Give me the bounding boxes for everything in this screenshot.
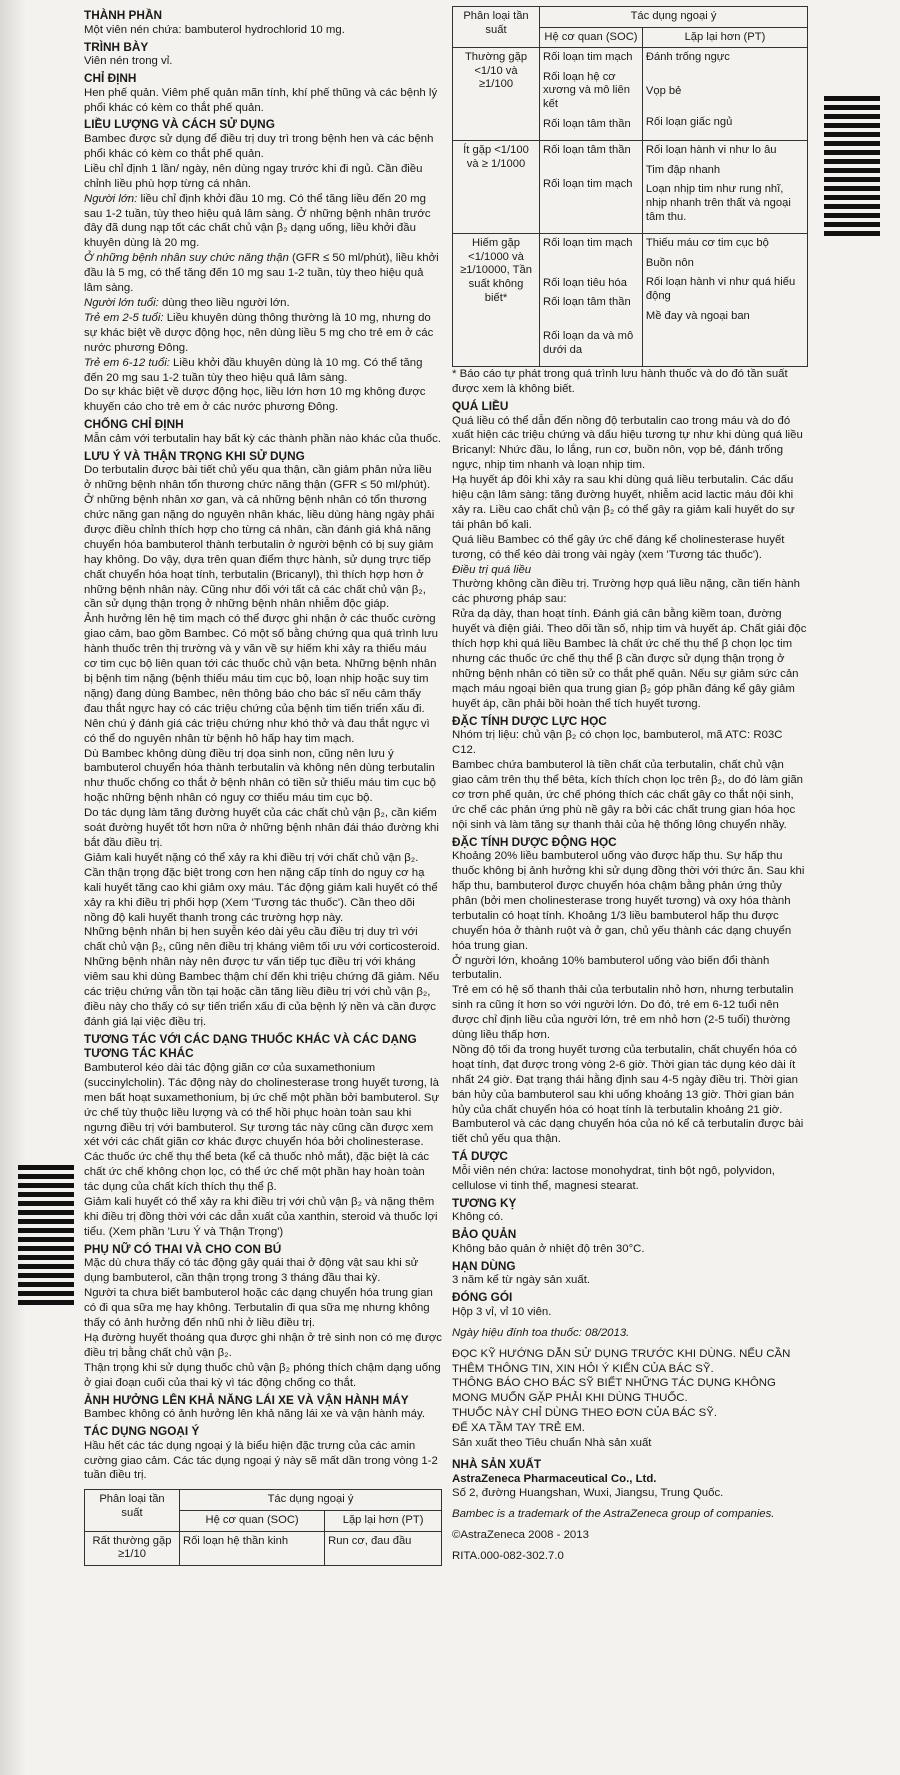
td-freq: Ít gặp <1/100 và ≥ 1/1000 <box>453 141 540 234</box>
heading-qua-lieu: QUÁ LIỀU <box>452 398 509 413</box>
text-dieu-tri-1: Thường không cần điều trị. Trường hợp quá liều nặng, cần tiến hành các phương pháp sau: <box>452 578 800 606</box>
text-lieu-6-body: Liều khuyên dùng thông thường là 10 mg, nhưng do sự khác biệt về dược động học, nên dùng liều 5 mg cho trẻ em ở các nước phương Đông. <box>84 311 434 354</box>
text-lieu-7 <box>84 356 442 386</box>
heading-chi-dinh: CHỈ ĐỊNH <box>84 71 137 85</box>
text-dong-hoc-1: Khoảng 20% liều bambuterol uống vào được hấp thu. Sự hấp thu thuốc không bị ảnh hưởng khi sử dụng đồng thời với thức ăn. Sau khi hấp thu, bambuterol được chuyển hóa chậm bằng phản ứng thủy phân (bởi men cholinesterase trong huyết tương) và oxy hóa thành terbutalin có hoạt tính. Khoảng 1/3 liều bambuterol hấp thu được chuyển hóa ở thành ruột và ở gan, chủ yếu thành các dạng chuyển hóa trung gian. <box>452 850 805 952</box>
text-dieu-tri-2: Rửa dạ dày, than hoạt tính. Đánh giá cân bằng kiềm toan, đường huyết và điện giải. Theo dõi tần số, nhịp tim và huyết áp. Chất giải độc thích hợp khi quá liều Bambec là chất ức chế thụ thể β chọn lọc tim nhưng các thuốc ức chế thụ thể β cần được sử dụng thận trọng ở những bệnh nhân có tiền sử co thắt phế quản. Nếu sự giảm sức cản mạch máu ngoại biên qua trung gian β₂ góp phần đáng kể gây giảm huyết áp, cần phải bồi hoàn thể tích huyết tương. <box>452 608 807 710</box>
text-luu-y-7: Những bệnh nhân bị hen suyễn kéo dài yêu cầu điều trị duy trì với chất chủ vận β₂, cũng nên điều trị kháng viêm tối ưu với corticosteroid. Những bệnh nhân này nên được tư vấn tiếp tục điều trị với kháng viêm sau khi dùng Bambec thậm chí đến khi triệu chứng đã giảm. Nếu các triệu chứng vẫn tồn tại hoặc cần tăng liều điều trị với chủ vận β₂, điều này cho thấy có sự tiến triển xấu đi của bệnh lý nền và cần được đánh giá lại việc điều trị. <box>84 926 440 1028</box>
text-phu-nu-3: Hạ đường huyết thoáng qua được ghi nhận ở trẻ sinh non có mẹ được điều trị bằng chất chủ vận β₂. <box>84 1331 442 1359</box>
table-row <box>453 234 808 367</box>
text-luu-y-6: Giảm kali huyết nặng có thể xảy ra khi điều trị với chất chủ vận β₂. Cần thận trọng đặc biệt trong cơn hen nặng cấp tính do nguy cơ hạ kali huyết tăng cao khi giảm oxy máu. Tác động giảm kali huyết có thể xảy ra khi điều trị phối hợp (Xem 'Tương tác thuốc'). Cần theo dõi nồng độ kali huyết thanh trong các trường hợp này. <box>84 851 438 924</box>
soc-item: Rối loạn tâm thần <box>543 144 631 157</box>
pt-item: Tim đập nhanh <box>645 163 721 176</box>
text-lieu-4 <box>84 251 442 296</box>
soc-item: Rối loạn tiêu hóa <box>543 276 627 289</box>
th-soc: Hệ cơ quan (SOC) <box>540 27 643 48</box>
text-lieu-8: Do sự khác biệt về dược động học, liều lớn hơn 10 mg không được khuyến cáo cho trẻ em ở các nước phương Đông. <box>84 386 426 414</box>
td-soc: Rối loạn hệ thần kinh <box>180 1531 325 1565</box>
text-dong-hoc-4: Nồng độ tối đa trong huyết tương của terbutalin, chất chuyển hóa có hoạt tính, đạt được trong vòng 2-6 giờ. Thời gian tác dụng kéo dài ít nhất 24 giờ. Đạt trạng thái hằng định sau 4-5 ngày điều trị. Thời gian bán hủy của bambuterol sau khi uống khoảng 13 giờ. Thời gian bán hủy của chất chuyển hóa có hoạt tính là terbutalin khoảng 21 giờ. <box>452 1043 798 1116</box>
text-caution-4: ĐỂ XA TẦM TAY TRẺ EM. <box>452 1422 585 1435</box>
heading-tuong-ky: TƯƠNG KỴ <box>452 1195 517 1210</box>
heading-luc-hoc: ĐẶC TÍNH DƯỢC LỰC HỌC <box>452 713 607 728</box>
text-han-dung: 3 năm kể từ ngày sản xuất. <box>452 1274 591 1287</box>
heading-tac-dung: TÁC DỤNG NGOẠI Ý <box>84 1424 200 1439</box>
heading-luu-y: LƯU Ý VÀ THẬN TRỌNG KHI SỬ DỤNG <box>84 448 305 463</box>
soc-item: Rối loạn tim mạch <box>543 177 633 190</box>
td-freq: Thường gặp <1/10 và ≥1/100 <box>453 48 540 141</box>
pt-item: Mề đay và ngoại ban <box>645 309 750 322</box>
heading-bao-quan: BẢO QUẢN <box>452 1227 517 1242</box>
registration-bars-icon <box>824 96 880 240</box>
text-caution-3: THUỐC NÀY CHỈ DÙNG THEO ĐƠN CỦA BÁC SỸ. <box>452 1407 718 1420</box>
heading-thanh-phan: THÀNH PHẦN <box>84 8 162 22</box>
th-soc: Hệ cơ quan (SOC) <box>180 1510 325 1531</box>
text-lieu-4-body: (GFR ≤ 50 ml/phút), liều khởi đầu là 5 mg, có thể tăng đến 10 mg sau 1-2 tuần, tùy theo hiệu quả lâm sàng. <box>84 252 439 295</box>
soc-item: Rối loạn da và mô dưới da <box>543 329 634 356</box>
th-effect: Tác dụng ngoại ý <box>540 7 808 28</box>
text-lieu-5 <box>84 296 442 311</box>
heading-ta-duoc: TÁ DƯỢC <box>452 1149 508 1164</box>
heading-anh-huong: ẢNH HƯỞNG LÊN KHẢ NĂNG LÁI XE VÀ VẬN HÀNH MÁY <box>84 1392 409 1407</box>
text-phu-nu-2: Người ta chưa biết bambuterol hoặc các dạng chuyển hóa trung gian có đi qua sữa mẹ hay không. Terbutalin đi qua sữa mẹ nhưng không thấy có ảnh hưởng đến nhũ nhi ở liều điều trị. <box>84 1287 433 1330</box>
text-phu-nu-4: Thận trọng khi sử dụng thuốc chủ vận β₂ phóng thích chậm dạng uống ở giai đoạn cuối của thai kỳ vì tác động chống co thắt. <box>84 1361 441 1389</box>
left-column <box>84 6 442 1566</box>
text-luc-hoc-1: Nhóm trị liệu: chủ vận β₂ có chọn lọc, bambuterol, mã ATC: R03C C12. <box>452 729 783 757</box>
text-thanh-phan: Một viên nén chứa: bambuterol hydrochlorid 10 mg. <box>84 23 345 36</box>
text-chong-chi-dinh: Mẫn cảm với terbutalin hay bất kỳ các thành phần nào khác của thuốc. <box>84 432 441 445</box>
heading-han-dung: HẠN DÙNG <box>452 1258 516 1273</box>
text-luu-y-5: Do tác dụng làm tăng đường huyết của các chất chủ vận β₂, cần kiểm soát đường huyết tốt hơn nữa ở những bệnh nhân đái tháo đường khi bắt đầu điều trị. <box>84 807 439 849</box>
text-ngay-hieu-dinh: Ngày hiệu đính toa thuốc: 08/2013. <box>452 1326 630 1339</box>
pt-item: Rối loạn hành vi như lo âu <box>645 144 777 157</box>
heading-lieu-luong: LIỀU LƯỢNG VÀ CÁCH SỬ DỤNG <box>84 117 275 132</box>
lead-lon-tuoi: Người lớn tuổi: <box>84 296 159 309</box>
table-row <box>453 141 808 234</box>
text-lieu-3-body: liều chỉ định khởi đầu 10 mg. Có thể tăng liều đến 20 mg sau 1-2 tuần, tùy theo hiệu quả lâm sàng. Ở những bệnh nhân trước đây đã dung nạp tốt các chất chủ vận β₂ dạng uống, liều khởi đầu khuyên dùng là 20 mg. <box>84 192 431 250</box>
soc-item: Rối loạn tim mạch <box>543 237 633 250</box>
th-freq: Phân loại tần suất <box>453 7 540 48</box>
heading-dong-goi: ĐÓNG GÓI <box>452 1290 513 1305</box>
registration-bars-icon <box>18 1165 74 1309</box>
text-dong-hoc-5: Bambuterol và các dạng chuyển hóa của nó kể cả terbutalin được bài tiết chủ yếu qua thận. <box>452 1118 804 1146</box>
right-column <box>452 6 808 1564</box>
soc-item: Rối loạn tâm thần <box>543 296 631 309</box>
heading-dieu-tri: Điều trị quá liều <box>452 563 532 576</box>
lead-tre-6-12: Trẻ em 6-12 tuổi: <box>84 356 170 369</box>
pt-item: Loạn nhịp tim như rung nhĩ, nhịp nhanh trên thất và ngoại tâm thu. <box>645 183 791 223</box>
th-effect: Tác dụng ngoại ý <box>180 1490 442 1511</box>
text-caution-2: THÔNG BÁO CHO BÁC SỸ BIẾT NHỮNG TÁC DỤNG KHÔNG MONG MUỐN GẶP PHẢI KHI DÙNG THUỐC. <box>452 1377 776 1405</box>
text-luu-y-1: Do terbutalin được bài tiết chủ yếu qua thận, cần giảm phân nửa liều ở những bệnh nhân tổn thương chức năng thận (GFR ≤ 50 ml/phút). <box>84 464 432 492</box>
text-ta-duoc: Mỗi viên nén chứa: lactose monohydrat, tinh bột ngô, polyvidon, cellulose vi tinh thể, magnesi stearat. <box>452 1164 775 1192</box>
text-luu-y-4: Dù Bambec không dùng điều trị dọa sinh non, cũng nên lưu ý bambuterol chuyển hóa thành terbutalin và không nên dùng terbutalin như thuốc chống co thắt ở bệnh nhân có tiền sử thiếu máu tim cục bộ hoặc những bệnh nhân có nguy cơ thiếu máu tim cục bộ. <box>84 747 436 805</box>
heading-chong-chi-dinh: CHỐNG CHỈ ĐỊNH <box>84 417 184 432</box>
text-qua-lieu-2: Hạ huyết áp đôi khi xảy ra sau khi dùng quá liều terbutalin. Các dấu hiệu cận lâm sàng: tăng đường huyết, nhiễm acid lactic máu đôi khi xảy ra. Liều cao chất chủ vận β₂ có thể gây ra giảm kali huyết do sự tái phân bố kali. <box>452 474 795 531</box>
text-lieu-5-body: dùng theo liều người lớn. <box>158 296 290 309</box>
text-phu-nu-1: Mặc dù chưa thấy có tác động gây quái thai ở động vật sau khi sử dụng bambuterol, cần thận trọng trong 3 tháng đầu thai kỳ. <box>84 1257 419 1285</box>
th-pt: Lặp lại hơn (PT) <box>325 1510 442 1531</box>
adverse-effects-table-left <box>84 1489 442 1565</box>
table-footnote: * Báo cáo tự phát trong quá trình lưu hành thuốc và do đó tần suất được xem là không biết. <box>452 368 788 395</box>
heading-trinh-bay: TRÌNH BÀY <box>84 39 149 54</box>
td-pt <box>642 141 807 234</box>
th-freq: Phân loại tần suất <box>85 1490 180 1531</box>
heading-tuong-tac: TƯƠNG TÁC VỚI CÁC DẠNG THUỐC KHÁC VÀ CÁC DẠNG TƯƠNG TÁC KHÁC <box>84 1031 417 1061</box>
text-lieu-1: Bambec được sử dụng để điều trị duy trì trong bệnh hen và các bệnh phổi khác có kèm co thắt phế quản. <box>84 133 434 160</box>
pt-item: Thiếu máu cơ tim cục bộ <box>645 237 769 250</box>
table-row <box>453 48 808 141</box>
text-luu-y-3: Ảnh hưởng lên hệ tim mạch có thể được ghi nhận ở các thuốc cường giao cảm, bao gồm Bambec. Có một số bằng chứng qua quá trình lưu hành thuốc trên thị trường và y văn về sự hiếm khi xảy ra thiếu máu cơ tim cục bộ liên quan tới các thuốc chủ vận beta. Những bệnh nhân bị bệnh tim nặng (bệnh thiếu máu tim cục bộ, loạn nhịp hoặc suy tim nặng) đang dùng Bambec, nên thông báo cho bác sĩ nếu cảm thấy đau thắt ngực hay có các triệu chứng của bệnh tim tiến triển xấu đi. Nên chú ý đánh giá các triệu chứng như khó thở và đau thắt ngực vì có thể do nguyên nhân từ bệnh hô hấp hay tim mạch. <box>84 613 439 745</box>
pt-item: Đánh trống ngực <box>645 51 730 64</box>
soc-item: Rối loạn hệ cơ xương và mô liên kết <box>543 70 630 110</box>
table-row <box>85 1531 442 1565</box>
text-manufacturer: AstraZeneca Pharmaceutical Co., Ltd. <box>452 1472 657 1485</box>
soc-item: Rối loạn tâm thần <box>543 117 631 130</box>
pt-item: Buồn nôn <box>645 256 694 269</box>
text-caution-1: ĐỌC KỸ HƯỚNG DẪN SỬ DỤNG TRƯỚC KHI DÙNG. NẾU CẦN THÊM THÔNG TIN, XIN HỎI Ý KIẾN CỦA BÁC SỸ. <box>452 1347 791 1375</box>
text-tac-dung: Hầu hết các tác dụng ngoại ý là biểu hiện đặc trưng của các amin cường giao cảm. Các tác dụng ngoại ý này sẽ mất dần trong vòng 1-2 tuần điều trị. <box>84 1439 438 1482</box>
text-luc-hoc-2: Bambec chứa bambuterol là tiền chất của terbutalin, chất chủ vận giao cảm trên thụ thể bêta, kích thích chọn lọc trên β₂, do đó làm giãn cơ trơn phế quản, ức chế phóng thích các chất gây co thắt nội sinh, ức chế các phản ứng phù nề gây ra bởi các chất trung gian hóa học nội sinh và làm tăng sự thanh thải của hệ thống lông chuyển nhầy. <box>452 759 803 831</box>
lead-tre-2-5: Trẻ em 2-5 tuổi: <box>84 311 164 324</box>
text-dong-hoc-3: Trẻ em có hệ số thanh thải của terbutalin nhỏ hơn, nhưng terbutalin sinh ra cũng ít hơn so với người lớn. Do đó, trẻ em 6-12 tuổi nên được chỉ định liều của người lớn, trẻ em nhỏ hơn (2-5 tuổi) thường dùng liều thấp hơn. <box>452 984 794 1042</box>
text-dong-hoc-2: Ở người lớn, khoảng 10% bambuterol uống vào biến đổi thành terbutalin. <box>452 954 770 982</box>
th-pt: Lặp lại hơn (PT) <box>642 27 807 48</box>
heading-dong-hoc: ĐẶC TÍNH DƯỢC ĐỘNG HỌC <box>452 834 617 849</box>
heading-nha-san-xuat: NHÀ SẢN XUẤT <box>452 1456 542 1471</box>
text-trademark: Bambec is a trademark of the AstraZeneca group of companies. <box>452 1508 775 1521</box>
text-dong-goi: Hộp 3 vỉ, vỉ 10 viên. <box>452 1305 552 1318</box>
pt-item: Rối loạn hành vi như quá hiếu động <box>645 276 796 302</box>
td-freq: Rất thường gặp ≥1/10 <box>85 1531 180 1565</box>
text-lieu-7-body: Liều khởi đầu khuyên dùng là 10 mg. Có thể tăng đến 20 mg sau 1-2 tuần tùy theo hiệu quả lâm sàng. <box>84 356 423 384</box>
text-qua-lieu-3: Quá liều Bambec có thể gây ức chế đáng kể cholinesterase huyết tương, có thể kéo dài trong vài ngày (xem 'Tương tác thuốc'). <box>452 533 785 561</box>
text-address: Số 2, đường Huangshan, Wuxi, Jiangsu, Trung Quốc. <box>452 1487 724 1500</box>
text-trinh-bay: Viên nén trong vỉ. <box>84 55 173 68</box>
text-tuong-ky: Không có. <box>452 1211 504 1224</box>
soc-item: Rối loạn tim mạch <box>543 51 633 64</box>
text-tieu-chuan: Sản xuất theo Tiêu chuẩn Nhà sản xuất <box>452 1437 652 1450</box>
lead-nguoi-lon: Người lớn: <box>84 192 138 205</box>
text-bao-quan: Không bảo quản ở nhiệt độ trên 30°C. <box>452 1242 645 1255</box>
text-luu-y-2: Ở những bệnh nhân xơ gan, và cả những bệnh nhân có tổn thương chức năng gan nặng do nguyên nhân khác, liều dùng hàng ngày phải được điều chỉnh thích hợp cho từng cá nhân, cần đánh giá khả năng chuyển hóa bambuterol thành terbutalin ở người bệnh có bị suy giảm hay không. Do vậy, dựa trên quan điểm thực hành, sử dụng trực tiếp chất chuyển hóa hoạt tính, terbutalin (Bricanyl), thì thích hợp hơn ở những bệnh nhân này. Cũng như đối với tất cả các chất chủ vận β₂, cần sử dụng thận trọng ở những bệnh nhân nhiễm độc giáp. <box>84 494 435 611</box>
text-anh-huong: Bambec không có ảnh hưởng lên khả năng lái xe và vận hành máy. <box>84 1408 426 1421</box>
page-edge-shadow <box>0 0 26 1775</box>
td-pt: Run cơ, đau đầu <box>325 1531 442 1565</box>
lead-suy-than: Ở những bệnh nhân suy chức năng thận <box>84 252 289 265</box>
text-tuong-tac-1: Bambuterol kéo dài tác động giãn cơ của suxamethonium (succinylcholin). Tác động này do cholinesterase trong huyết tương, là men bất hoạt suxamethonium, bị ức chế một phần bởi bambuterol. Sự ức chế tùy thuộc liều lượng và có thể hồi phục hoàn toàn sau khi ngưng điều trị với bambuterol. Sự tương tác này cũng cần được xem xét với các chất giãn cơ khác được chuyển hóa bởi cholinesterase. <box>84 1061 440 1149</box>
text-tuong-tac-2: Các thuốc ức chế thụ thể beta (kể cả thuốc nhỏ mắt), đặc biệt là các chất ức chế không chọn lọc, có thể ức chế một phần hay hoàn toàn tác dụng của chất kích thích thụ thể β. <box>84 1151 430 1194</box>
text-lieu-3 <box>84 192 442 252</box>
adverse-effects-table <box>452 6 808 367</box>
td-pt <box>642 234 807 367</box>
pt-item: Rối loạn giấc ngủ <box>645 116 733 129</box>
text-chi-dinh: Hen phế quản. Viêm phế quản mãn tính, khí phế thũng và các bệnh lý phổi khác có kèm co thắt phế quản. <box>84 86 438 114</box>
text-tuong-tac-3: Giảm kali huyết có thể xảy ra khi điều trị với chủ vận β₂ và nặng thêm khi điều trị đồng thời với các dẫn xuất của xanthin, steroid và thuốc lợi tiểu. (Xem phần 'Lưu Ý và Thận Trọng') <box>84 1196 438 1238</box>
text-copyright: ©AstraZeneca 2008 - 2013 <box>452 1529 589 1542</box>
text-lieu-2: Liều chỉ định 1 lần/ ngày, nên dùng ngay trước khi đi ngủ. Cần điều chỉnh liều phù hợp từng cá nhân. <box>84 162 423 190</box>
text-qua-lieu-1: Quá liều có thể dẫn đến nồng độ terbutalin cao trong máu và do đó xuất hiện các triệu chứng và dấu hiệu tương tự như khi dùng quá liều Bricanyl: Nhức đầu, lo lắng, run cơ, buồn nôn, vọp bẻ, đánh trống ngực, nhịp tim nhanh và loạn nhịp tim. <box>452 414 803 472</box>
text-lieu-6 <box>84 311 442 356</box>
text-rita: RITA.000-082-302.7.0 <box>452 1550 564 1563</box>
heading-phu-nu: PHỤ NỮ CÓ THAI VÀ CHO CON BÚ <box>84 1241 282 1256</box>
pt-item: Vọp bẻ <box>645 84 682 97</box>
td-freq: Hiếm gặp <1/1000 và ≥1/10000, Tần suất không biết* <box>453 234 540 367</box>
td-soc <box>540 234 643 367</box>
td-soc <box>540 141 643 234</box>
td-pt <box>642 48 807 141</box>
td-soc <box>540 48 643 141</box>
